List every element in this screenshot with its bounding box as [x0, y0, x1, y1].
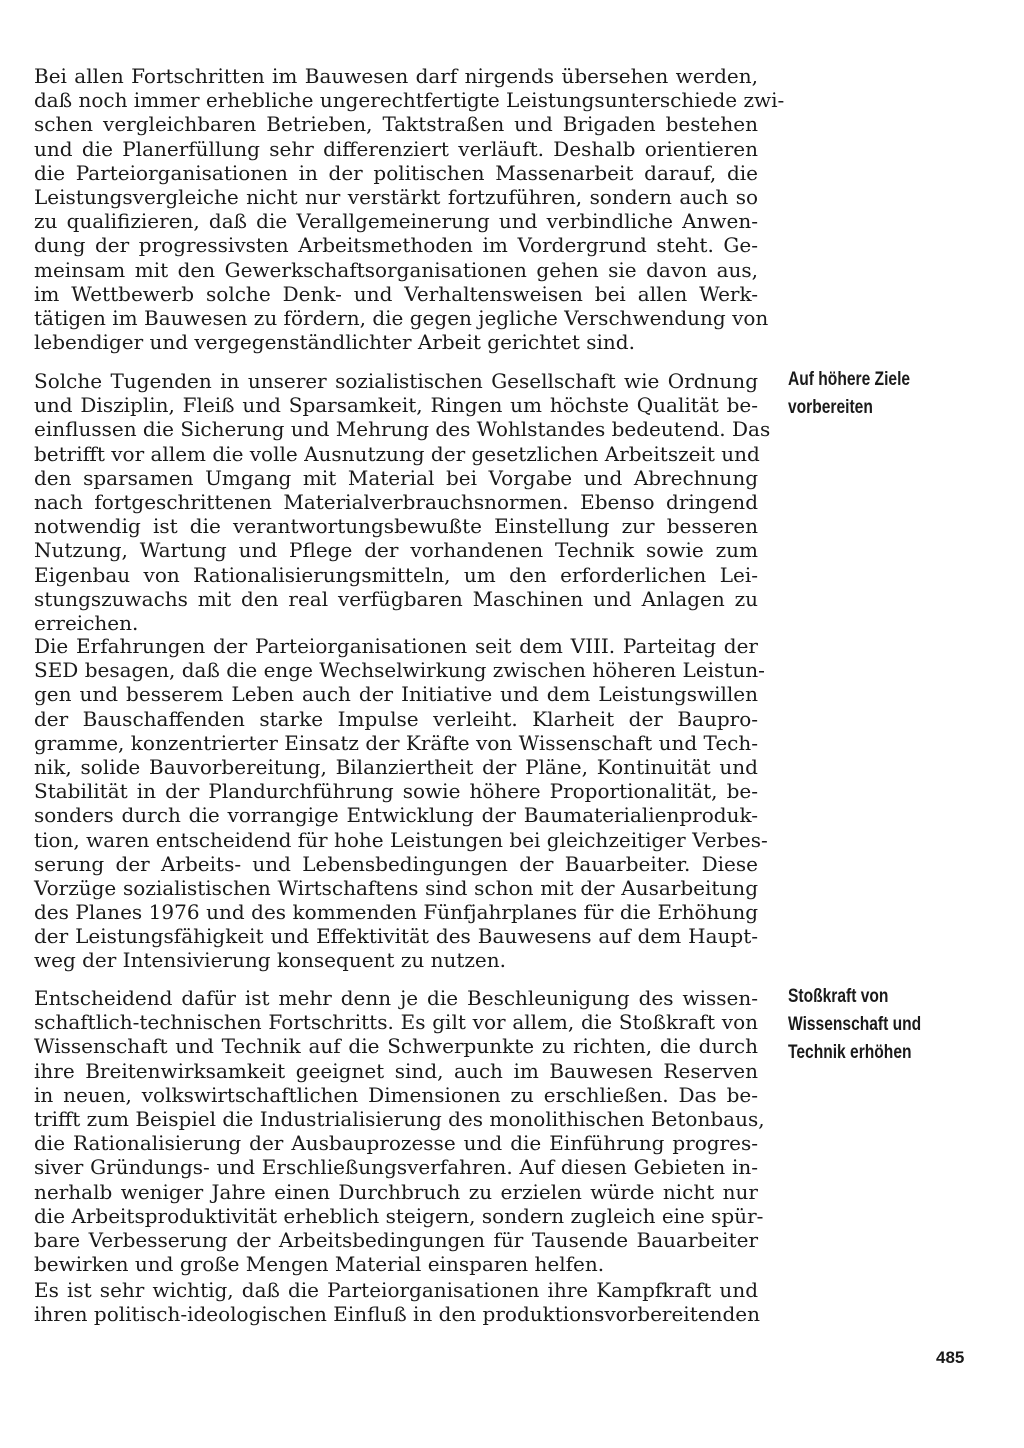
text-line: Stabilität in der Plandurchführung sowie höhere Proportionalität, be-	[34, 779, 758, 804]
text-line: des Planes 1976 und des kommenden Fünfjahrplanes für die Erhöhung	[34, 900, 758, 925]
margin-note-line: vorbereiten	[788, 397, 873, 418]
text-line: gramme, konzentrierter Einsatz der Kräfte von Wissenschaft und Tech-	[34, 730, 758, 755]
paragraph-5	[34, 1278, 758, 1326]
text-line: gen und besserem Leben auch der Initiative und dem Leistungswillen	[34, 682, 758, 707]
text-line: einflussen die Sicherung und Mehrung des Wohlstandes bedeutend. Das	[34, 417, 771, 442]
text-line: die Parteiorganisationen in der politischen Massenarbeit darauf, die	[34, 160, 758, 185]
text-line: dung der progressivsten Arbeitsmethoden im Vordergrund steht. Ge-	[34, 233, 758, 258]
text-line: Entscheidend dafür ist mehr denn je die Beschleunigung des wissen-	[34, 986, 758, 1010]
text-line: die Arbeitsproduktivität erheblich steigern, sondern zugleich eine spür-	[34, 1203, 764, 1228]
text-line: den sparsamen Umgang mit Material bei Vorgabe und Abrechnung	[34, 465, 758, 490]
text-line: Vorzüge sozialistischen Wirtschaftens sind schon mit der Ausarbeitung	[34, 875, 758, 900]
margin-note-line: Wissenschaft und	[788, 1014, 922, 1035]
text-line: zu qualifizieren, daß die Verallgemeinerung und verbindliche Anwen-	[34, 209, 758, 234]
text-line: siver Gründungs- und Erschließungsverfahren. Auf diesen Gebieten in-	[34, 1155, 758, 1180]
text-line: tion, waren entscheidend für hohe Leistungen bei gleichzeitiger Verbes-	[34, 827, 768, 852]
margin-note-line: Technik erhöhen	[788, 1042, 912, 1063]
text-line: notwendig ist die verantwortungsbewußte Einstellung zur besseren	[34, 514, 758, 539]
text-line: nik, solide Bauvorbereitung, Bilanziertheit der Pläne, Kontinuität und	[34, 754, 758, 779]
text-line: im Wettbewerb solche Denk- und Verhaltensweisen bei allen Werk-	[34, 281, 758, 306]
text-line: lebendiger und vergegenständlichter Arbeit gerichtet sind.	[34, 330, 635, 355]
text-line: ihren politisch-ideologischen Einfluß in den produktionsvorbereitenden	[34, 1302, 760, 1327]
text-line: betrifft vor allem die volle Ausnutzung der gesetzlichen Arbeitszeit und	[34, 441, 760, 466]
text-line: Bei allen Fortschritten im Bauwesen darf nirgends übersehen werden,	[34, 64, 758, 88]
text-line: daß noch immer erhebliche ungerechtfertigte Leistungsunterschiede zwi-	[34, 88, 785, 113]
text-line: bewirken und große Mengen Material einsparen helfen.	[34, 1252, 605, 1277]
text-line: Nutzung, Wartung und Pflege der vorhandenen Technik sowie zum	[34, 538, 758, 563]
text-line: Wissenschaft und Technik auf die Schwerpunkte zu richten, die durch	[34, 1034, 758, 1059]
text-line: SED besagen, daß die enge Wechselwirkung zwischen höheren Leistun-	[34, 658, 765, 683]
text-line: schaftlich-technischen Fortschritts. Es gilt vor allem, die Stoßkraft von	[34, 1010, 758, 1035]
text-line: Es ist sehr wichtig, daß die Parteiorganisationen ihre Kampfkraft und	[34, 1278, 758, 1302]
text-line: der Leistungsfähigkeit und Effektivität des Bauwesens auf dem Haupt-	[34, 924, 758, 949]
margin-note-2	[788, 983, 921, 1067]
text-line: Solche Tugenden in unserer sozialistischen Gesellschaft wie Ordnung	[34, 369, 758, 393]
text-line: und Disziplin, Fleiß und Sparsamkeit, Ringen um höchste Qualität be-	[34, 393, 758, 418]
text-line: erreichen.	[34, 610, 139, 635]
margin-note-line: Stoßkraft von	[788, 986, 889, 1007]
text-line: der Bauschaffenden starke Impulse verleiht. Klarheit der Baupro-	[34, 706, 758, 731]
text-line: und die Planerfüllung sehr differenziert verläuft. Deshalb orientieren	[34, 136, 758, 161]
text-line: nerhalb weniger Jahre einen Durchbruch zu erzielen würde nicht nur	[34, 1179, 758, 1204]
paragraph-4	[34, 986, 765, 1277]
page-number: 485	[936, 1348, 965, 1367]
paragraph-2	[34, 369, 771, 635]
text-line: schen vergleichbaren Betrieben, Taktstraßen und Brigaden bestehen	[34, 112, 758, 137]
text-line: serung der Arbeits- und Lebensbedingungen der Bauarbeiter. Diese	[34, 851, 758, 876]
text-line: meinsam mit den Gewerkschaftsorganisationen gehen sie davon aus,	[34, 257, 758, 282]
text-line: weg der Intensivierung konsequent zu nutzen.	[34, 948, 507, 973]
text-line: Die Erfahrungen der Parteiorganisationen seit dem VIII. Parteitag der	[34, 634, 758, 658]
text-line: ihre Breitenwirksamkeit geeignet sind, auch im Bauwesen Reserven	[34, 1058, 758, 1083]
text-line: stungszuwachs mit den real verfügbaren Maschinen und Anlagen zu	[34, 586, 758, 611]
paragraph-1	[34, 64, 785, 355]
margin-note-line: Auf höhere Ziele	[788, 369, 911, 390]
text-line: bare Verbesserung der Arbeitsbedingungen für Tausende Bauarbeiter	[34, 1227, 758, 1252]
paragraph-3	[34, 634, 768, 973]
text-line: in neuen, volkswirtschaftlichen Dimensionen zu erschließen. Das be-	[34, 1082, 758, 1107]
text-line: Eigenbau von Rationalisierungsmitteln, um den erforderlichen Lei-	[34, 562, 758, 587]
margin-note-1	[788, 366, 910, 422]
text-line: trifft zum Beispiel die Industrialisierung des monolithischen Betonbaus,	[34, 1106, 765, 1131]
text-line: Leistungsvergleiche nicht nur verstärkt fortzuführen, sondern auch so	[34, 184, 758, 209]
text-line: nach fortgeschrittenen Materialverbrauchsnormen. Ebenso dringend	[34, 489, 758, 514]
text-line: tätigen im Bauwesen zu fördern, die gegen jegliche Verschwendung von	[34, 305, 769, 330]
text-line: sonders durch die vorrangige Entwicklung der Baumaterialienproduk-	[34, 803, 758, 828]
text-line: die Rationalisierung der Ausbauprozesse und die Einführung progres-	[34, 1131, 758, 1156]
